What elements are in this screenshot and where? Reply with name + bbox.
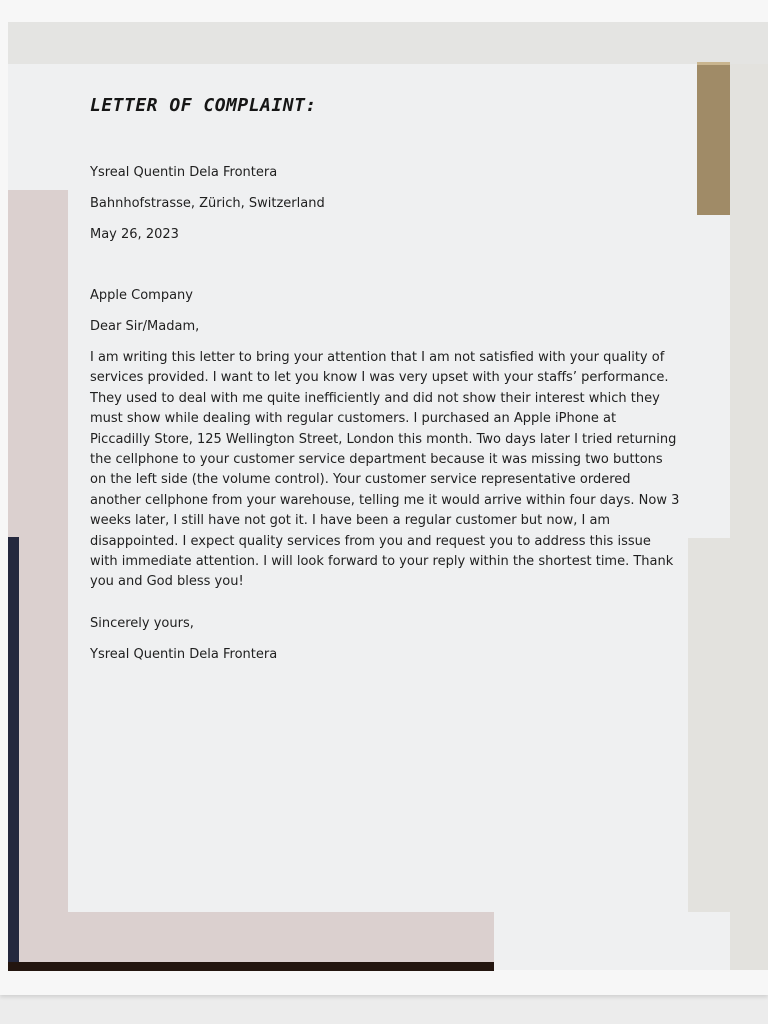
letter-title: LETTER OF COMPLAINT: bbox=[90, 95, 317, 116]
letter-content bbox=[90, 92, 680, 662]
decorative-navy-bar bbox=[8, 537, 19, 962]
letter-body: I am writing this letter to bring your attention that I am not satisfied with your quality of services provided. I want to let you know I was very upset with your staffs’ performance. They used to deal with me quite inefficiently and did not show their interest which they must show while dealing with regular customers. I purchased an Apple iPhone at Piccadilly Store, 125 Wellington Street, London this month. Two days later I tried returning the cellphone to your customer service department because it was missing two buttons on the left side (the volume control). Your customer service representative ordered another cellphone from your warehouse, telling me it would arrive within four days. Now 3 weeks later, I still have not got it. I have been a regular customer but now, I am disappointed. I expect quality services from you and request you to address this issue with immediate attention. I will look forward to your reply within the shortest time. Thank you and God bless you! bbox=[90, 350, 680, 590]
sender-name: Ysreal Quentin Dela Frontera bbox=[90, 165, 278, 180]
decorative-dark-bottom-bar bbox=[8, 962, 494, 971]
decorative-gold-bar bbox=[697, 62, 730, 215]
recipient: Apple Company bbox=[90, 288, 193, 303]
closing: Sincerely yours, bbox=[90, 616, 194, 631]
frame-top-band bbox=[8, 22, 768, 64]
sender-address: Bahnhofstrasse, Zürich, Switzerland bbox=[90, 196, 325, 211]
salutation: Dear Sir/Madam, bbox=[90, 319, 200, 334]
decorative-right-strip bbox=[730, 64, 768, 970]
signature-name: Ysreal Quentin Dela Frontera bbox=[90, 647, 278, 662]
decorative-right-lower-block bbox=[688, 538, 730, 912]
decorative-gold-bar-highlight bbox=[697, 62, 730, 65]
letter-date: May 26, 2023 bbox=[90, 227, 179, 242]
decorative-pink-bottom-block bbox=[8, 912, 494, 962]
